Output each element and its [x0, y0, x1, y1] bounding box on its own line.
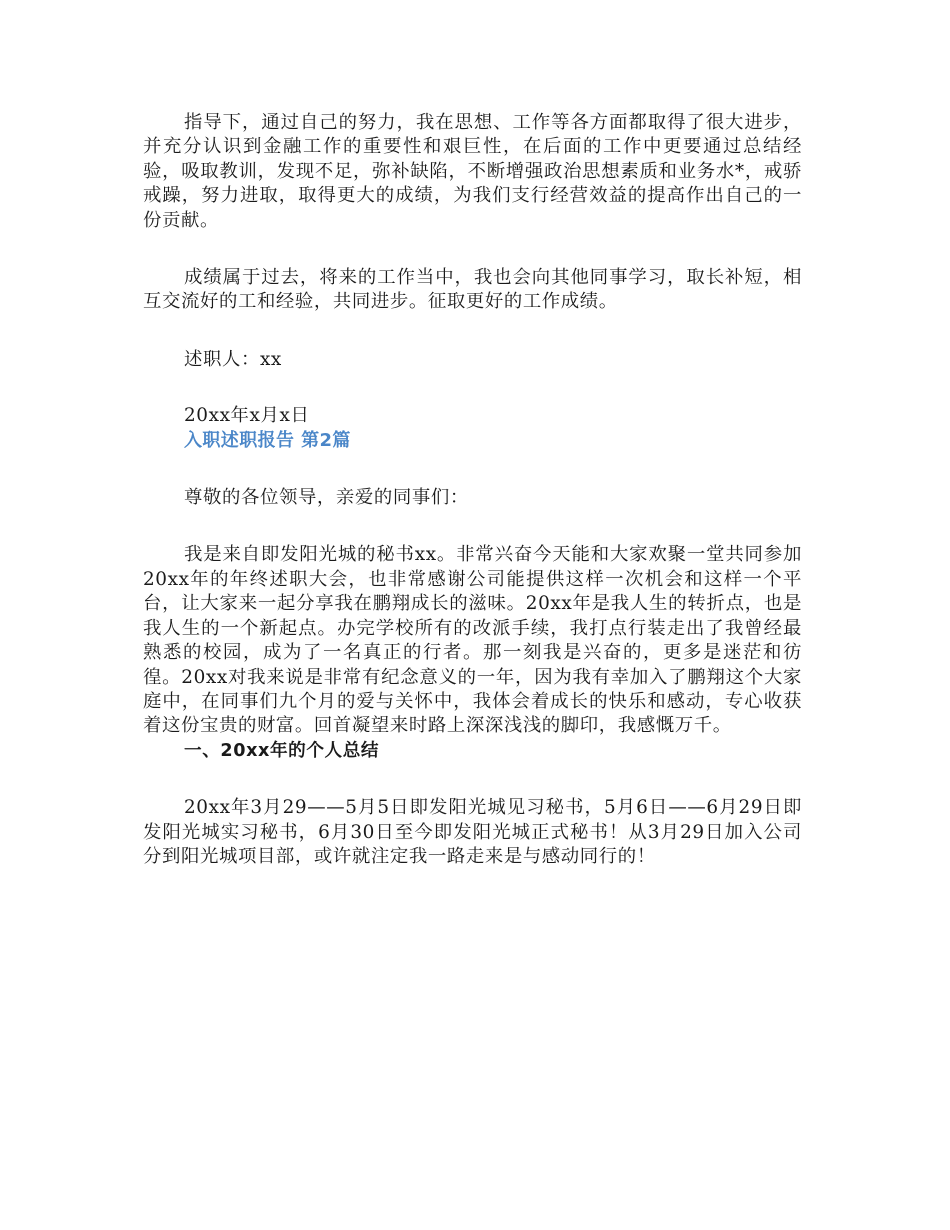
paragraph-3: 我是来自即发阳光城的秘书xx。非常兴奋今天能和大家欢聚一堂共同参加20xx年的年终述职大会，也非常感谢公司能提供这样一次机会和这样一个平台，让大家来一起分享我在鹏翔成长的滋味。20xx年是我人生的转折点，也是我人生的一个新起点。办完学校所有的改派手续，我打点行装走出了我曾经最熟悉的校园，成为了一名真正的行者。那一刻我是兴奋的，更多是迷茫和彷徨。20xx对我来说是非常有纪念意义的一年，因为我有幸加入了鹏翔这个大家庭中，在同事们九个月的爱与关怀中，我体会着成长的快乐和感动，专心收获着这份宝贵的财富。回首凝望来时路上深深浅浅的脚印，我感慨万千。 [143, 544, 802, 737]
sub-heading: 一、20xx年的个人总结 [184, 740, 380, 761]
paragraph-4: 20xx年3月29——5月5日即发阳光城见习秘书，5月6日——6月29日即发阳光城实习秘书，6月30日至今即发阳光城正式秘书！从3月29日加入公司分到阳光城项目部，或许就注定我一路走来是与感动同行的！ [143, 797, 802, 867]
date-line: 20xx年x月x日 [184, 405, 310, 427]
section-heading: 入职述职报告 第2篇 [184, 429, 351, 451]
paragraph-1: 指导下，通过自己的努力，我在思想、工作等各方面都取得了很大进步，并充分认识到金融工作的重要性和艰巨性，在后面的工作中更要通过总结经验，吸取教训，发现不足，弥补缺陷，不断增强政治思想素质和业务水*，戒骄戒躁，努力进取，取得更大的成绩，为我们支行经营效益的提高作出自己的一份贡献。 [143, 112, 802, 231]
signature-line: 述职人：xx [184, 348, 282, 370]
greeting-line: 尊敬的各位领导，亲爱的同事们： [184, 487, 469, 509]
paragraph-2: 成绩属于过去，将来的工作当中，我也会向其他同事学习，取长补短，相互交流好的工和经验，共同进步。征取更好的工作成绩。 [143, 267, 802, 313]
